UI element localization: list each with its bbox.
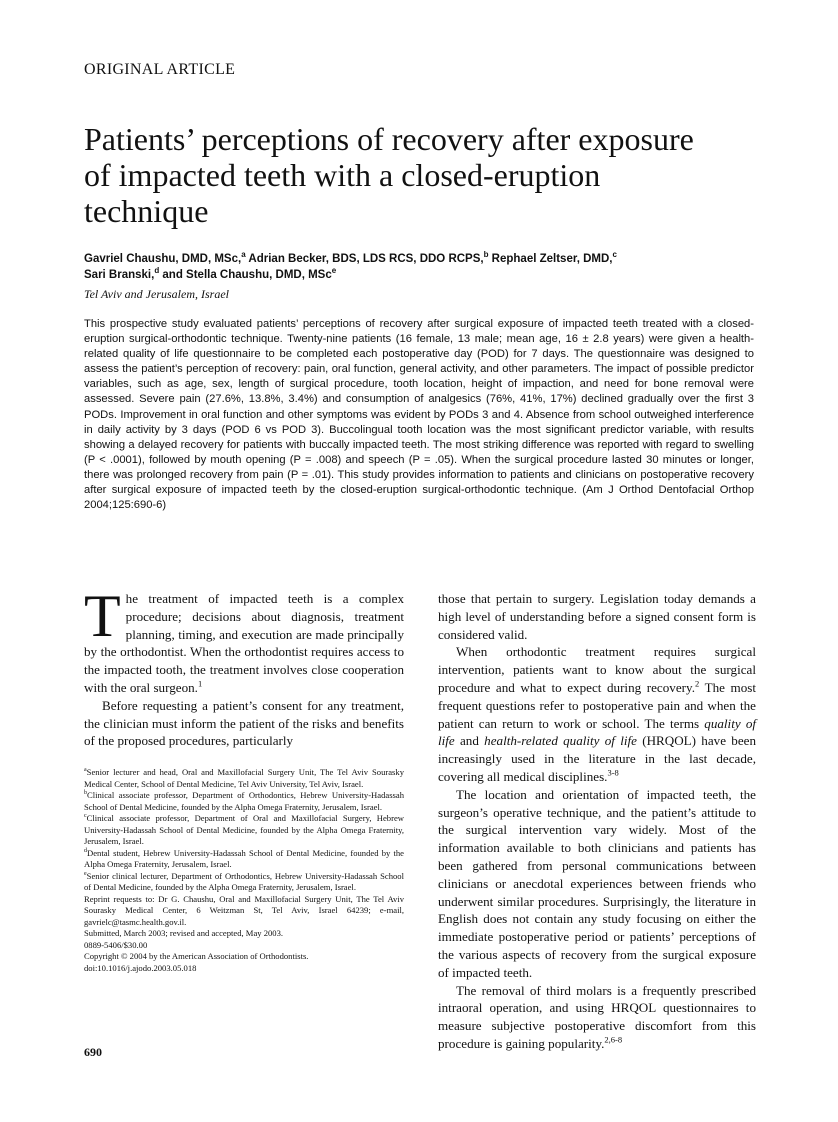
affiliation-marker: c	[612, 250, 617, 260]
emphasized-term: quality of life	[438, 715, 757, 749]
copyright-notice: Copyright © 2004 by the American Association of Orthodontists.	[84, 951, 309, 961]
paragraph-text: When orthodontic treatment requires surgical intervention, patients want to know about the surgical procedure and what to expect during recovery.	[438, 644, 756, 695]
paragraph-text: The most frequent questions refer to postoperative pain and when the patient can return to work or school. The terms	[438, 679, 756, 731]
affiliation-marker: a	[241, 250, 246, 260]
footnotes	[84, 767, 404, 974]
footnote-marker: b	[84, 790, 87, 797]
body-paragraph	[438, 982, 756, 1053]
citation-ref: 2,6-8	[604, 1034, 623, 1045]
author-name: and Stella Chaushu, DMD, MSc	[159, 269, 332, 281]
affiliation-marker: b	[483, 250, 489, 260]
footnote-marker: d	[84, 847, 87, 854]
body-column-right	[438, 590, 756, 1053]
citation-ref: 2	[694, 678, 700, 689]
issn-price: 0889-5406/$30.00	[84, 939, 148, 950]
body-paragraph	[84, 583, 404, 697]
body-paragraph	[438, 643, 756, 785]
footnote-text: Clinical associate professor, Department of Orthodontics, Hebrew University-Hadassah School of Dental Medicine, founded by the Alpha Omega Fraternity, Jerusalem, Israel.	[84, 790, 404, 812]
paragraph-text: and	[454, 733, 485, 749]
body-paragraph: Before requesting a patient’s consent for any treatment, the clinician must inform the patient of the risks and benefits of the proposed procedures, particularly	[84, 697, 404, 749]
paragraph-text: (HRQOL) have been increasingly used in the literature in the last decade, covering all medical disciplines.	[438, 733, 756, 784]
footnote-text: Senior clinical lecturer, Department of Orthodontics, Hebrew University-Hadassah School of Dental Medicine, founded by the Alpha Omega Fraternity, Jerusalem, Israel.	[84, 870, 404, 892]
body-paragraph: The location and orientation of impacted teeth, the surgeon’s operative technique, and the patient’s attitude to the surgical intervention vary widely. Most of the information available to both clinicians and patients has been gathered from personal communications between clinicians or anecdotal experiences between friends who underwent similar procedures. Surprisingly, the literature in English does not contain any study focusing on either the immediate postoperative period or patients’ perceptions of the various aspects of recovery from the surgical exposure of impacted teeth.	[438, 786, 756, 980]
author-name: Gavriel Chaushu, DMD, MSc,	[84, 253, 242, 265]
author-name: Sari Branski,	[84, 269, 155, 281]
footnote-d	[84, 848, 404, 871]
author-name: Adrian Becker, BDS, LDS RCS, DDO RCPS,	[245, 253, 484, 265]
author-list	[84, 251, 764, 283]
author-name: Rephael Zeltser, DMD,	[488, 253, 613, 265]
reprint-requests: Reprint requests to: Dr G. Chaushu, Oral and Maxillofacial Surgery Unit, The Tel Aviv Sourasky Medical Center, 6 Weitzman St, Tel Aviv, Israel 64239; e-mail, gavrielc@tasmc.health.gov.il.	[84, 893, 404, 927]
drop-cap: T	[84, 583, 121, 649]
footnote-text: Senior lecturer and head, Oral and Maxillofacial Surgery Unit, The Tel Aviv Sourasky Medical Center, School of Dental Medicine, Tel Aviv University, Tel Aviv, Israel.	[84, 767, 404, 789]
citation-ref: 3-8	[607, 767, 619, 778]
body-column-left	[84, 583, 404, 750]
article-title: Patients’ perceptions of recovery after exposure of impacted teeth with a closed-eruption technique	[84, 121, 694, 229]
affiliation-marker: d	[154, 266, 160, 276]
paragraph-text: he treatment of impacted teeth is a complex procedure; decisions about diagnosis, treatment planning, timing, and execution are made principally by the orthodontist. When the orthodontist requires access to the impacted tooth, the treatment involves close cooperation with the oral surgeon.	[84, 591, 404, 695]
section-label: ORIGINAL ARTICLE	[84, 61, 236, 78]
footnote-marker: c	[84, 813, 87, 820]
footnote-text: Dental student, Hebrew University-Hadassah School of Dental Medicine, founded by the Alpha Omega Fraternity, Jerusalem, Israel.	[84, 847, 404, 869]
submission-dates: Submitted, March 2003; revised and accepted, May 2003.	[84, 928, 284, 938]
footnote-a	[84, 767, 404, 790]
footnote-marker: e	[84, 870, 87, 877]
footnote-e	[84, 871, 404, 894]
paragraph-text: The removal of third molars is a frequently prescribed intraoral operation, and using HRQOL questionnaires to measure subjective postoperative discomfort from this procedure is gaining popularity.	[438, 982, 756, 1051]
body-paragraph: those that pertain to surgery. Legislation today demands a high level of understanding before a signed consent form is considered valid.	[438, 591, 756, 642]
page-number: 690	[84, 1045, 102, 1059]
footnote-b	[84, 790, 404, 813]
doi: doi:10.1016/j.ajodo.2003.05.018	[84, 962, 197, 973]
footnote-c	[84, 813, 404, 848]
author-location: Tel Aviv and Jerusalem, Israel	[84, 287, 229, 301]
citation-ref: 1	[197, 678, 203, 689]
emphasized-term: health-related quality of life	[484, 733, 637, 749]
affiliation-marker: e	[331, 266, 337, 276]
footnote-text: Clinical associate professor, Department of Oral and Maxillofacial Surgery, Hebrew University-Hadassah School of Dental Medicine, founded by the Alpha Omega Fraternity, Jerusalem, Israel.	[84, 813, 404, 846]
abstract: This prospective study evaluated patients’ perceptions of recovery after surgical exposure of impacted teeth treated with a closed-eruption surgical-orthodontic technique. Twenty-nine patients (16 female, 13 male; mean age, 16 ± 2.8 years) were given a health-related quality of life questionnaire to be completed each postoperative day (POD) for 7 days. The questionnaire was designed to assess the patient’s perception of recovery: pain, oral function, general activity, and other parameters. The impact of possible predictor variables, such as age, sex, length of surgical procedure, tooth location, height of impaction, and need for bone removal were assessed. Severe pain (27.6%, 13.8%, 3.4%) and consumption of analgesics (76%, 41%, 17%) declined gradually over the first 3 PODs. Improvement in oral function and other symptoms was evident by PODs 3 and 4. Absence from school outweighed interference in daily activity by 3 days (POD 6 vs POD 3). Buccolingual tooth location was the most significant predictor variable, with results showing a delayed recovery for patients with buccally impacted teeth. The most striking difference was reported with regard to swelling (P < .0001), followed by mouth opening (P = .008) and speech (P = .05). When the surgical procedure lasted 30 minutes or longer, there was prolonged recovery from pain (P = .01). This study provides information to patients and clinicians on postoperative recovery after surgical exposure of impacted teeth by the closed-eruption surgical-orthodontic technique. (Am J Orthod Dentofacial Orthop 2004;125:690-6)	[84, 318, 754, 512]
footnote-marker: a	[84, 767, 87, 774]
